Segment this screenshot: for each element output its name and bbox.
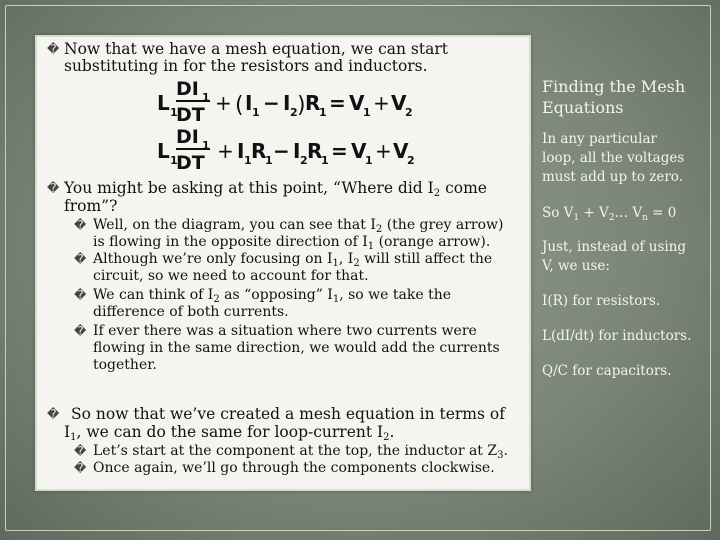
subscript: 2 [375,224,383,235]
text: So V [542,205,574,221]
eq1-paren-close: ) [297,93,306,118]
eq1-R-sub: 1 [319,106,327,119]
text: Let’s start at the component at the top, the inductor at Z [93,443,498,459]
eq2-I2-sub: 2 [300,154,308,167]
side-title-line-2: Equations [542,98,624,117]
text: … V [614,205,643,221]
subscript: 2 [383,432,390,443]
eq1-V2-sub: 2 [405,106,413,119]
side-text-4: I(R) for resistors. [542,293,661,309]
subscript: 1 [332,258,339,269]
bullet-icon: � [74,218,87,232]
bullet-icon: � [74,444,87,458]
subscript: 2 [353,258,360,269]
text: I [64,423,71,441]
eq1-numerator-sub: 1 [202,91,210,104]
eq2-L: L [157,139,170,163]
subscript: 2 [608,213,615,223]
eq2-numerator-sub: 1 [202,139,210,152]
eq1-V2: V [391,91,407,115]
eq1-plus-1: + [215,91,232,115]
eq2-I1-sub: 1 [244,154,252,167]
paragraph-1-line-1: Now that we have a mesh equation, we can start [64,40,448,58]
subscript: 1 [573,213,580,223]
eq2-plus-1: + [217,139,234,163]
mesh-equation-1 [155,77,425,127]
eq2-V2-sub: 2 [407,154,415,167]
eq1-L: L [157,91,170,115]
text: . [389,423,395,441]
eq2-minus: − [273,139,290,163]
bullet-icon: � [74,252,87,266]
text: as “opposing” I [224,287,333,303]
eq1-R: R [305,91,321,115]
eq2-R1-sub: 1 [265,154,273,167]
eq2-V1: V [351,139,367,163]
paragraph-3-line-1: So now that we’ve created a mesh equation in terms of [71,405,505,423]
text: We can think of I [93,287,214,303]
bullet-icon: � [47,181,60,195]
content-panel [35,35,531,491]
sub-bullet-6: Once again, we’ll go through the components clockwise. [93,460,495,476]
text: Although we’re only focusing on I [93,251,333,267]
text: (orange arrow). [378,234,491,250]
eq2-V1-sub: 1 [365,154,373,167]
eq2-equals: = [331,139,348,163]
eq1-V1: V [349,91,365,115]
bullet-icon: � [47,407,60,421]
text: is flowing in the opposite direction of I [93,234,368,250]
text: = 0 [647,205,677,221]
sub-bullet-4-line-2: flowing in the same direction, we would add the currents [93,340,500,356]
paragraph-2-text: You might be asking at this point, “Where did I [64,179,434,197]
side-text-5: L(dI/dt) for inductors. [542,328,692,344]
eq1-plus-2: + [373,91,390,115]
subscript: n [642,213,648,223]
paragraph-2-line-1 [64,180,487,202]
eq1-I2-sub: 2 [290,106,298,119]
eq2-numerator: DI [176,126,199,148]
side-text-1-line-1: In any particular [542,131,657,147]
text: + V [579,205,609,221]
bullet-icon: � [74,288,87,302]
eq1-I1-sub: 1 [252,106,260,119]
eq1-equals: = [329,91,346,115]
eq2-I1: I [237,139,245,163]
subscript: 1 [367,241,375,252]
side-text-2 [542,204,676,228]
text: will still affect the [364,251,493,267]
eq1-V1-sub: 1 [363,106,371,119]
side-text-6: Q/C for capacitors. [542,363,672,379]
subscript: 3 [497,450,504,461]
paragraph-2-text-end: come [445,179,487,197]
text: Well, on the diagram, you can see that I [93,217,376,233]
text: , I [338,251,354,267]
bullet-icon: � [74,461,87,475]
sub-bullet-4-line-3: together. [93,357,157,373]
side-text-3-line-1: Just, instead of using [542,239,687,255]
eq2-I2: I [293,139,301,163]
eq1-I2: I [283,91,291,115]
text: , so we take the [339,287,452,303]
eq2-R2-sub: 1 [321,154,329,167]
bullet-icon: � [74,324,87,338]
eq1-paren-open: ( [235,93,244,118]
side-text-3-line-2: V, we use: [542,258,610,274]
text: , we can do the same for loop-current I [76,423,384,441]
text: . [503,443,508,459]
side-text-1-line-3: must add up to zero. [542,169,683,185]
side-text-1-line-2: loop, all the voltages [542,150,685,166]
text: (the grey arrow) [386,217,504,233]
bullet-icon: � [47,42,60,56]
eq2-V2: V [393,139,409,163]
paragraph-2-line-2: from”? [64,197,118,215]
eq2-R2: R [307,139,323,163]
eq1-I1: I [245,91,253,115]
subscript: 1 [332,294,340,305]
eq2-plus-2: + [375,139,392,163]
side-title-line-1: Finding the Mesh [542,77,686,96]
mesh-equation-2 [155,125,425,175]
eq2-R1: R [251,139,267,163]
subscript: 1 [70,432,77,443]
paragraph-1-line-2: substituting in for the resistors and inductors. [64,57,428,75]
eq2-denominator: DT [176,152,205,174]
eq1-numerator: DI [176,78,199,100]
subscript: 2 [433,188,441,199]
sub-bullet-4-line-1: If ever there was a situation where two currents were [93,323,477,339]
eq1-minus: − [263,91,280,115]
sub-bullet-2-line-2: circuit, so we need to account for that. [93,268,369,284]
eq2-L-sub: 1 [170,154,178,167]
eq1-denominator: DT [176,104,205,126]
subscript: 2 [213,294,220,305]
eq1-L-sub: 1 [170,106,178,119]
sub-bullet-3-line-2: difference of both currents. [93,304,289,320]
